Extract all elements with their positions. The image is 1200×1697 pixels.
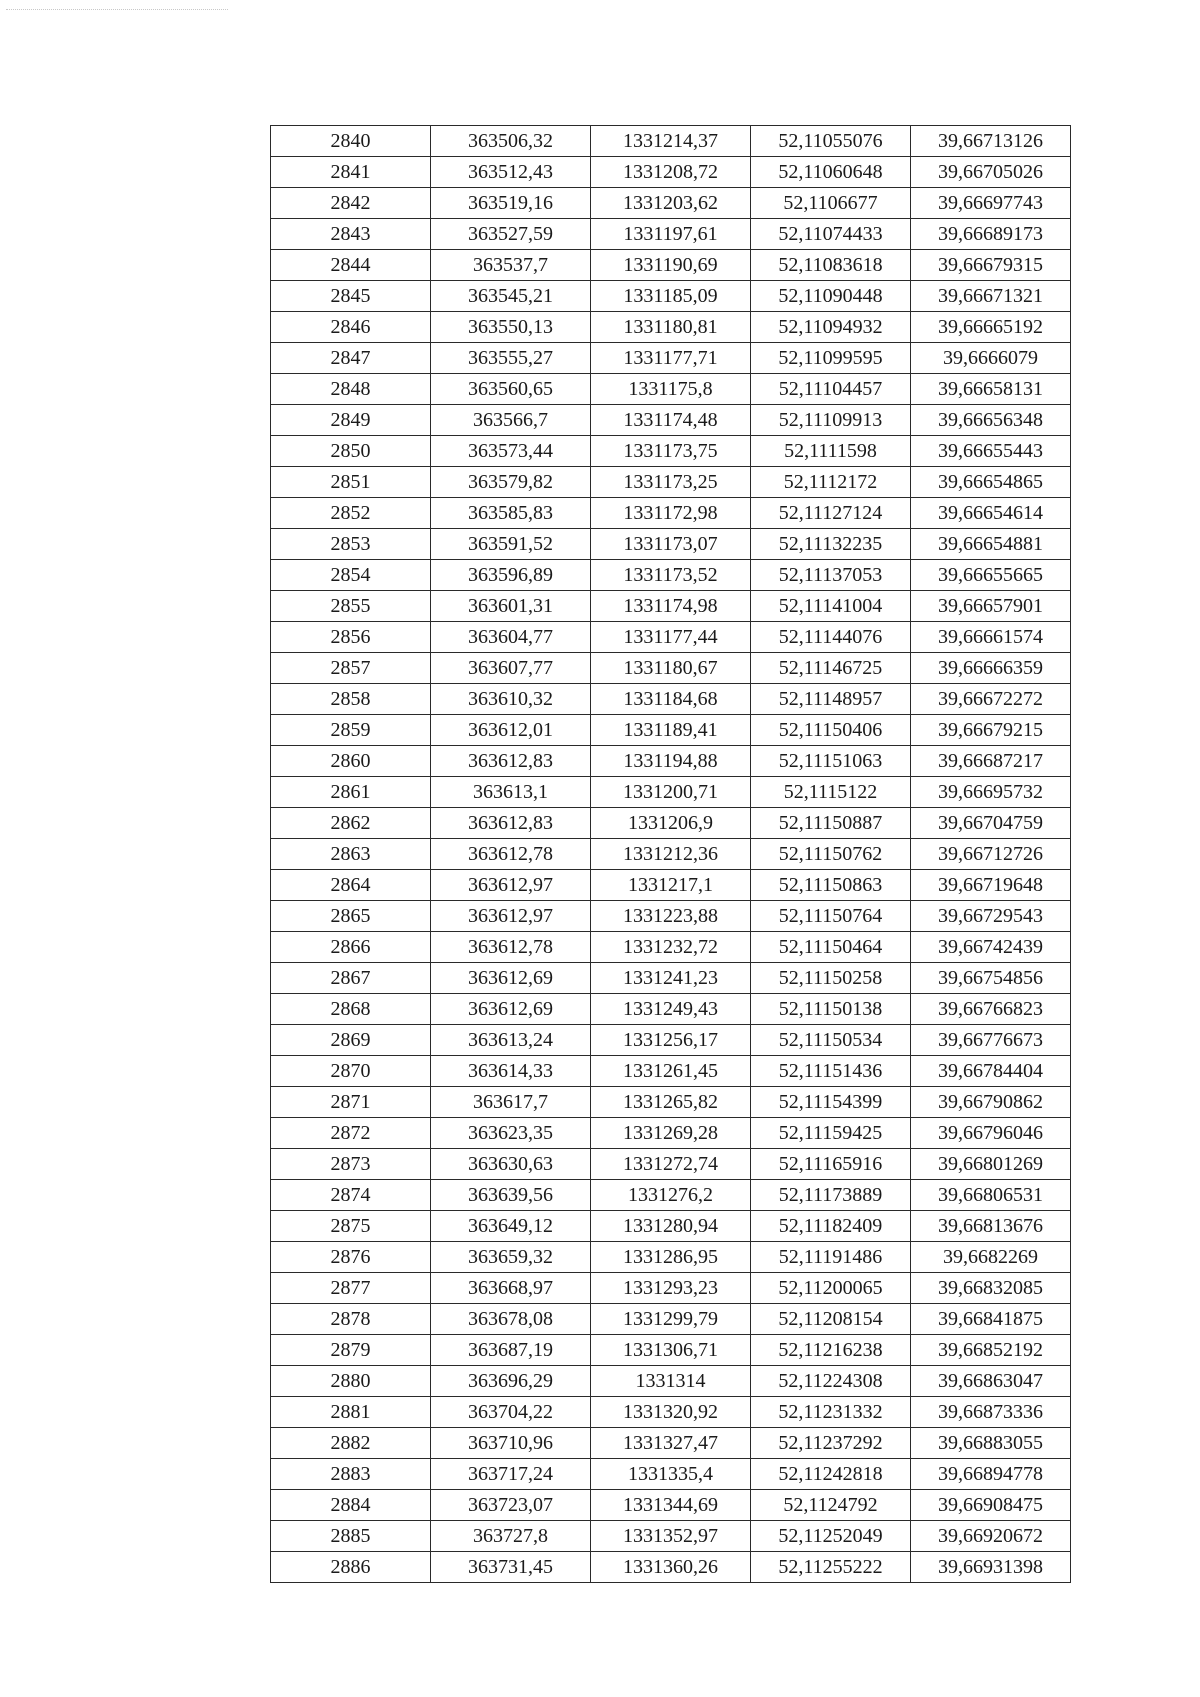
x-coordinate-cell: 363612,69 [431,994,591,1025]
longitude-cell: 39,66689173 [911,219,1071,250]
latitude-cell: 52,1124792 [751,1490,911,1521]
longitude-cell: 39,66655443 [911,436,1071,467]
latitude-cell: 52,11074433 [751,219,911,250]
y-coordinate-cell: 1331320,92 [591,1397,751,1428]
latitude-cell: 52,11224308 [751,1366,911,1397]
latitude-cell: 52,11104457 [751,374,911,405]
scan-artifact-line [6,9,228,10]
longitude-cell: 39,66687217 [911,746,1071,777]
longitude-cell: 39,6682269 [911,1242,1071,1273]
y-coordinate-cell: 1331352,97 [591,1521,751,1552]
table-row [271,1273,1071,1304]
x-coordinate-cell: 363512,43 [431,157,591,188]
x-coordinate-cell: 363519,16 [431,188,591,219]
longitude-cell: 39,66813676 [911,1211,1071,1242]
longitude-cell: 39,66654865 [911,467,1071,498]
latitude-cell: 52,11055076 [751,126,911,157]
coordinates-table [270,125,1071,1583]
y-coordinate-cell: 1331203,62 [591,188,751,219]
table-row [271,250,1071,281]
longitude-cell: 39,6666079 [911,343,1071,374]
point-number-cell: 2853 [271,529,431,560]
table-row [271,405,1071,436]
y-coordinate-cell: 1331175,8 [591,374,751,405]
x-coordinate-cell: 363560,65 [431,374,591,405]
y-coordinate-cell: 1331232,72 [591,932,751,963]
x-coordinate-cell: 363604,77 [431,622,591,653]
point-number-cell: 2873 [271,1149,431,1180]
point-number-cell: 2868 [271,994,431,1025]
latitude-cell: 52,11094932 [751,312,911,343]
longitude-cell: 39,66776673 [911,1025,1071,1056]
table-row [271,870,1071,901]
y-coordinate-cell: 1331184,68 [591,684,751,715]
latitude-cell: 52,11150138 [751,994,911,1025]
x-coordinate-cell: 363555,27 [431,343,591,374]
longitude-cell: 39,66766823 [911,994,1071,1025]
point-number-cell: 2841 [271,157,431,188]
point-number-cell: 2883 [271,1459,431,1490]
longitude-cell: 39,66654881 [911,529,1071,560]
x-coordinate-cell: 363566,7 [431,405,591,436]
latitude-cell: 52,11200065 [751,1273,911,1304]
longitude-cell: 39,66661574 [911,622,1071,653]
table-row [271,1025,1071,1056]
table-row [271,1242,1071,1273]
longitude-cell: 39,66873336 [911,1397,1071,1428]
latitude-cell: 52,11060648 [751,157,911,188]
x-coordinate-cell: 363717,24 [431,1459,591,1490]
table-row [271,374,1071,405]
x-coordinate-cell: 363687,19 [431,1335,591,1366]
y-coordinate-cell: 1331190,69 [591,250,751,281]
point-number-cell: 2850 [271,436,431,467]
y-coordinate-cell: 1331299,79 [591,1304,751,1335]
longitude-cell: 39,66695732 [911,777,1071,808]
y-coordinate-cell: 1331172,98 [591,498,751,529]
latitude-cell: 52,1112172 [751,467,911,498]
y-coordinate-cell: 1331173,07 [591,529,751,560]
y-coordinate-cell: 1331256,17 [591,1025,751,1056]
x-coordinate-cell: 363612,97 [431,870,591,901]
table-row [271,994,1071,1025]
point-number-cell: 2844 [271,250,431,281]
x-coordinate-cell: 363659,32 [431,1242,591,1273]
x-coordinate-cell: 363596,89 [431,560,591,591]
y-coordinate-cell: 1331335,4 [591,1459,751,1490]
x-coordinate-cell: 363731,45 [431,1552,591,1583]
table-row [271,529,1071,560]
y-coordinate-cell: 1331197,61 [591,219,751,250]
y-coordinate-cell: 1331177,44 [591,622,751,653]
x-coordinate-cell: 363610,32 [431,684,591,715]
y-coordinate-cell: 1331276,2 [591,1180,751,1211]
x-coordinate-cell: 363613,1 [431,777,591,808]
table-row [271,498,1071,529]
y-coordinate-cell: 1331360,26 [591,1552,751,1583]
table-row [271,684,1071,715]
table-row [271,715,1071,746]
longitude-cell: 39,66665192 [911,312,1071,343]
table-row [271,1366,1071,1397]
table-row [271,839,1071,870]
x-coordinate-cell: 363696,29 [431,1366,591,1397]
table-row [271,1521,1071,1552]
x-coordinate-cell: 363573,44 [431,436,591,467]
longitude-cell: 39,66920672 [911,1521,1071,1552]
latitude-cell: 52,11083618 [751,250,911,281]
table-row [271,653,1071,684]
latitude-cell: 52,11151063 [751,746,911,777]
table-row [271,157,1071,188]
longitude-cell: 39,66671321 [911,281,1071,312]
point-number-cell: 2858 [271,684,431,715]
longitude-cell: 39,66654614 [911,498,1071,529]
y-coordinate-cell: 1331217,1 [591,870,751,901]
x-coordinate-cell: 363612,83 [431,746,591,777]
longitude-cell: 39,66852192 [911,1335,1071,1366]
longitude-cell: 39,66666359 [911,653,1071,684]
latitude-cell: 52,1106677 [751,188,911,219]
point-number-cell: 2876 [271,1242,431,1273]
point-number-cell: 2862 [271,808,431,839]
latitude-cell: 52,11148957 [751,684,911,715]
longitude-cell: 39,66841875 [911,1304,1071,1335]
latitude-cell: 52,11150863 [751,870,911,901]
table-row [271,467,1071,498]
point-number-cell: 2860 [271,746,431,777]
longitude-cell: 39,66883055 [911,1428,1071,1459]
x-coordinate-cell: 363591,52 [431,529,591,560]
longitude-cell: 39,66729543 [911,901,1071,932]
latitude-cell: 52,11099595 [751,343,911,374]
longitude-cell: 39,66801269 [911,1149,1071,1180]
x-coordinate-cell: 363612,69 [431,963,591,994]
longitude-cell: 39,66679215 [911,715,1071,746]
point-number-cell: 2870 [271,1056,431,1087]
table-row [271,591,1071,622]
y-coordinate-cell: 1331314 [591,1366,751,1397]
table-row [271,622,1071,653]
latitude-cell: 52,11141004 [751,591,911,622]
table-row [271,963,1071,994]
longitude-cell: 39,66697743 [911,188,1071,219]
x-coordinate-cell: 363607,77 [431,653,591,684]
point-number-cell: 2879 [271,1335,431,1366]
x-coordinate-cell: 363704,22 [431,1397,591,1428]
y-coordinate-cell: 1331174,98 [591,591,751,622]
point-number-cell: 2840 [271,126,431,157]
latitude-cell: 52,11150464 [751,932,911,963]
point-number-cell: 2845 [271,281,431,312]
latitude-cell: 52,11144076 [751,622,911,653]
y-coordinate-cell: 1331249,43 [591,994,751,1025]
y-coordinate-cell: 1331344,69 [591,1490,751,1521]
table-row [271,281,1071,312]
point-number-cell: 2861 [271,777,431,808]
y-coordinate-cell: 1331180,81 [591,312,751,343]
point-number-cell: 2864 [271,870,431,901]
x-coordinate-cell: 363623,35 [431,1118,591,1149]
point-number-cell: 2871 [271,1087,431,1118]
point-number-cell: 2851 [271,467,431,498]
point-number-cell: 2881 [271,1397,431,1428]
latitude-cell: 52,1111598 [751,436,911,467]
latitude-cell: 52,11154399 [751,1087,911,1118]
x-coordinate-cell: 363649,12 [431,1211,591,1242]
table-row [271,1087,1071,1118]
longitude-cell: 39,66754856 [911,963,1071,994]
point-number-cell: 2865 [271,901,431,932]
table-row [271,343,1071,374]
table-row [271,777,1071,808]
latitude-cell: 52,11150534 [751,1025,911,1056]
latitude-cell: 52,11127124 [751,498,911,529]
x-coordinate-cell: 363639,56 [431,1180,591,1211]
point-number-cell: 2855 [271,591,431,622]
y-coordinate-cell: 1331173,25 [591,467,751,498]
table-row [271,1304,1071,1335]
x-coordinate-cell: 363579,82 [431,467,591,498]
y-coordinate-cell: 1331241,23 [591,963,751,994]
latitude-cell: 52,11237292 [751,1428,911,1459]
latitude-cell: 52,11150762 [751,839,911,870]
point-number-cell: 2877 [271,1273,431,1304]
latitude-cell: 52,11150406 [751,715,911,746]
latitude-cell: 52,11150258 [751,963,911,994]
table-row [271,1490,1071,1521]
table-row [271,126,1071,157]
point-number-cell: 2857 [271,653,431,684]
longitude-cell: 39,66658131 [911,374,1071,405]
latitude-cell: 52,11109913 [751,405,911,436]
point-number-cell: 2880 [271,1366,431,1397]
x-coordinate-cell: 363612,97 [431,901,591,932]
point-number-cell: 2866 [271,932,431,963]
x-coordinate-cell: 363506,32 [431,126,591,157]
longitude-cell: 39,66784404 [911,1056,1071,1087]
point-number-cell: 2852 [271,498,431,529]
y-coordinate-cell: 1331214,37 [591,126,751,157]
point-number-cell: 2874 [271,1180,431,1211]
x-coordinate-cell: 363613,24 [431,1025,591,1056]
point-number-cell: 2847 [271,343,431,374]
table-row [271,312,1071,343]
latitude-cell: 52,11150887 [751,808,911,839]
point-number-cell: 2842 [271,188,431,219]
longitude-cell: 39,66863047 [911,1366,1071,1397]
point-number-cell: 2875 [271,1211,431,1242]
y-coordinate-cell: 1331293,23 [591,1273,751,1304]
table-row [271,219,1071,250]
table-row [271,1149,1071,1180]
latitude-cell: 52,11208154 [751,1304,911,1335]
table-row [271,1552,1071,1583]
x-coordinate-cell: 363612,78 [431,839,591,870]
longitude-cell: 39,66679315 [911,250,1071,281]
y-coordinate-cell: 1331280,94 [591,1211,751,1242]
x-coordinate-cell: 363545,21 [431,281,591,312]
y-coordinate-cell: 1331173,52 [591,560,751,591]
latitude-cell: 52,11231332 [751,1397,911,1428]
table-row [271,436,1071,467]
x-coordinate-cell: 363612,83 [431,808,591,839]
y-coordinate-cell: 1331173,75 [591,436,751,467]
longitude-cell: 39,66713126 [911,126,1071,157]
point-number-cell: 2882 [271,1428,431,1459]
y-coordinate-cell: 1331265,82 [591,1087,751,1118]
latitude-cell: 52,11132235 [751,529,911,560]
x-coordinate-cell: 363612,78 [431,932,591,963]
point-number-cell: 2846 [271,312,431,343]
table-row [271,1118,1071,1149]
point-number-cell: 2872 [271,1118,431,1149]
x-coordinate-cell: 363601,31 [431,591,591,622]
y-coordinate-cell: 1331223,88 [591,901,751,932]
point-number-cell: 2886 [271,1552,431,1583]
longitude-cell: 39,66742439 [911,932,1071,963]
latitude-cell: 52,1115122 [751,777,911,808]
y-coordinate-cell: 1331208,72 [591,157,751,188]
longitude-cell: 39,66790862 [911,1087,1071,1118]
point-number-cell: 2843 [271,219,431,250]
longitude-cell: 39,66712726 [911,839,1071,870]
x-coordinate-cell: 363710,96 [431,1428,591,1459]
y-coordinate-cell: 1331327,47 [591,1428,751,1459]
longitude-cell: 39,66806531 [911,1180,1071,1211]
y-coordinate-cell: 1331185,09 [591,281,751,312]
x-coordinate-cell: 363527,59 [431,219,591,250]
longitude-cell: 39,66719648 [911,870,1071,901]
x-coordinate-cell: 363612,01 [431,715,591,746]
point-number-cell: 2859 [271,715,431,746]
longitude-cell: 39,66894778 [911,1459,1071,1490]
longitude-cell: 39,66657901 [911,591,1071,622]
x-coordinate-cell: 363727,8 [431,1521,591,1552]
y-coordinate-cell: 1331269,28 [591,1118,751,1149]
coordinates-table-container [270,125,1070,1583]
latitude-cell: 52,11216238 [751,1335,911,1366]
longitude-cell: 39,66672272 [911,684,1071,715]
x-coordinate-cell: 363585,83 [431,498,591,529]
x-coordinate-cell: 363723,07 [431,1490,591,1521]
y-coordinate-cell: 1331189,41 [591,715,751,746]
x-coordinate-cell: 363630,63 [431,1149,591,1180]
latitude-cell: 52,11165916 [751,1149,911,1180]
table-row [271,1335,1071,1366]
y-coordinate-cell: 1331286,95 [591,1242,751,1273]
table-row [271,1428,1071,1459]
latitude-cell: 52,11090448 [751,281,911,312]
x-coordinate-cell: 363678,08 [431,1304,591,1335]
table-row [271,901,1071,932]
longitude-cell: 39,66832085 [911,1273,1071,1304]
y-coordinate-cell: 1331306,71 [591,1335,751,1366]
table-row [271,932,1071,963]
longitude-cell: 39,66931398 [911,1552,1071,1583]
point-number-cell: 2856 [271,622,431,653]
table-row [271,1211,1071,1242]
x-coordinate-cell: 363550,13 [431,312,591,343]
y-coordinate-cell: 1331174,48 [591,405,751,436]
latitude-cell: 52,11146725 [751,653,911,684]
coordinates-table-body [271,126,1071,1583]
longitude-cell: 39,66796046 [911,1118,1071,1149]
longitude-cell: 39,66705026 [911,157,1071,188]
latitude-cell: 52,11242818 [751,1459,911,1490]
latitude-cell: 52,11255222 [751,1552,911,1583]
x-coordinate-cell: 363537,7 [431,250,591,281]
table-row [271,1180,1071,1211]
point-number-cell: 2884 [271,1490,431,1521]
latitude-cell: 52,11151436 [751,1056,911,1087]
longitude-cell: 39,66908475 [911,1490,1071,1521]
y-coordinate-cell: 1331180,67 [591,653,751,684]
latitude-cell: 52,11173889 [751,1180,911,1211]
table-row [271,1397,1071,1428]
x-coordinate-cell: 363668,97 [431,1273,591,1304]
y-coordinate-cell: 1331206,9 [591,808,751,839]
table-row [271,1056,1071,1087]
table-row [271,560,1071,591]
table-row [271,746,1071,777]
point-number-cell: 2849 [271,405,431,436]
longitude-cell: 39,66704759 [911,808,1071,839]
x-coordinate-cell: 363614,33 [431,1056,591,1087]
latitude-cell: 52,11191486 [751,1242,911,1273]
x-coordinate-cell: 363617,7 [431,1087,591,1118]
latitude-cell: 52,11137053 [751,560,911,591]
y-coordinate-cell: 1331177,71 [591,343,751,374]
y-coordinate-cell: 1331272,74 [591,1149,751,1180]
y-coordinate-cell: 1331194,88 [591,746,751,777]
y-coordinate-cell: 1331200,71 [591,777,751,808]
point-number-cell: 2854 [271,560,431,591]
point-number-cell: 2869 [271,1025,431,1056]
table-row [271,808,1071,839]
point-number-cell: 2848 [271,374,431,405]
point-number-cell: 2878 [271,1304,431,1335]
table-row [271,188,1071,219]
latitude-cell: 52,11150764 [751,901,911,932]
latitude-cell: 52,11182409 [751,1211,911,1242]
point-number-cell: 2867 [271,963,431,994]
latitude-cell: 52,11252049 [751,1521,911,1552]
longitude-cell: 39,66655665 [911,560,1071,591]
longitude-cell: 39,66656348 [911,405,1071,436]
point-number-cell: 2885 [271,1521,431,1552]
y-coordinate-cell: 1331212,36 [591,839,751,870]
point-number-cell: 2863 [271,839,431,870]
latitude-cell: 52,11159425 [751,1118,911,1149]
table-row [271,1459,1071,1490]
y-coordinate-cell: 1331261,45 [591,1056,751,1087]
